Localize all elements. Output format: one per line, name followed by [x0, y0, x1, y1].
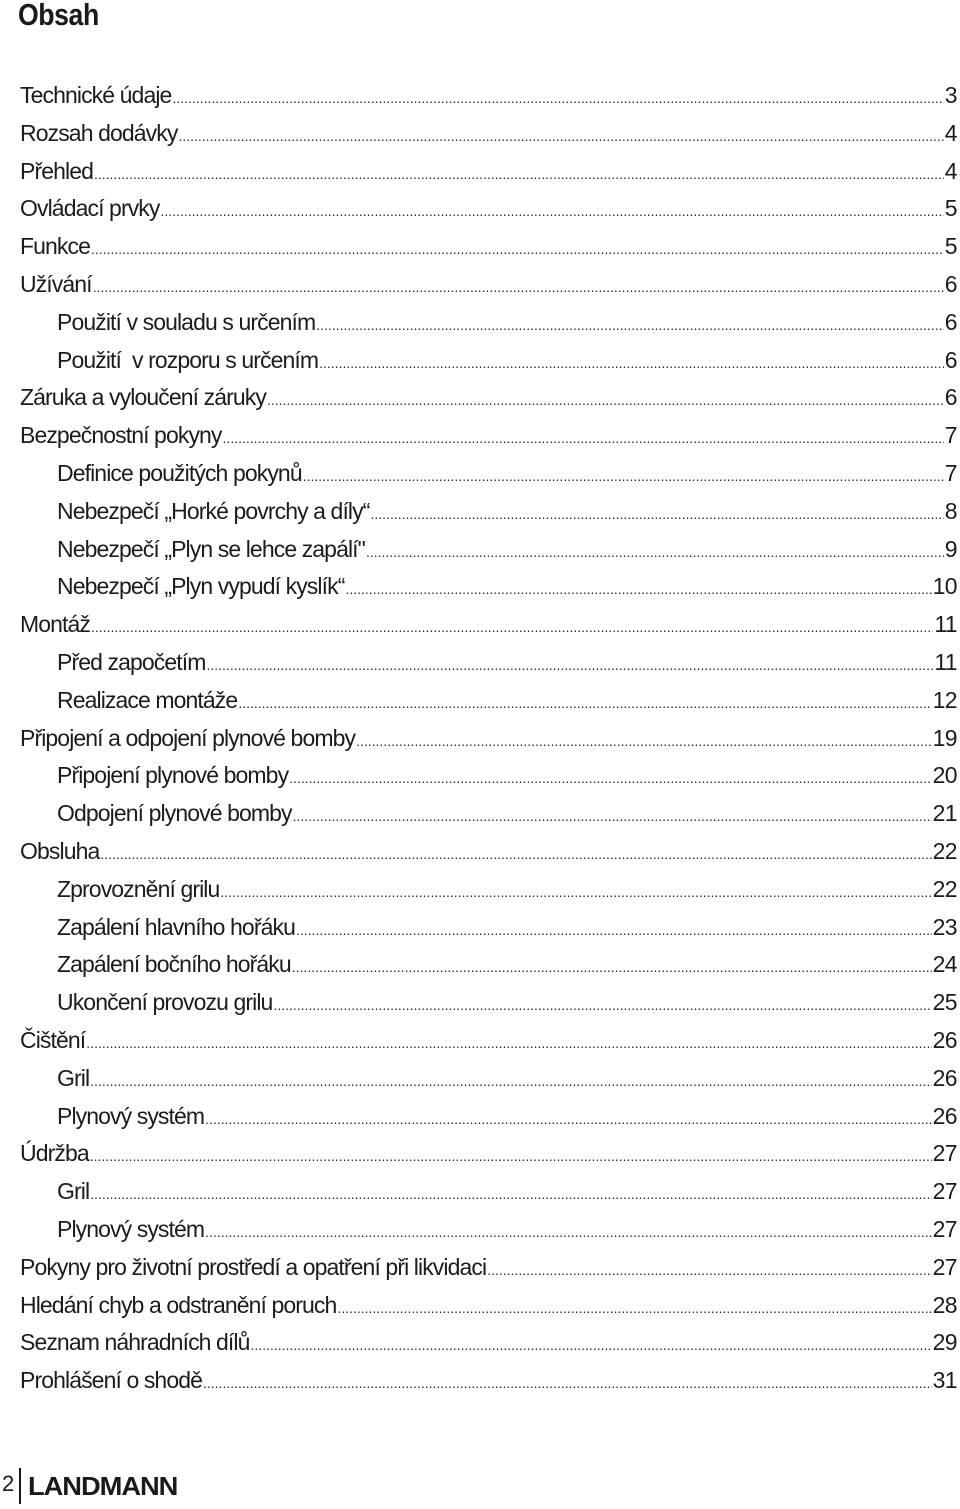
- toc-entry-page: 22: [932, 875, 957, 902]
- toc-subentry[interactable]: [20, 644, 957, 682]
- toc-leader-dots: [90, 1063, 931, 1101]
- toc-entry-page: 28: [932, 1291, 957, 1318]
- toc-entry-page: 31: [932, 1367, 957, 1394]
- toc-leader-dots: [251, 1327, 932, 1365]
- toc-entry[interactable]: [20, 720, 957, 758]
- toc-subentry[interactable]: [20, 871, 957, 909]
- toc-entry-label: Připojení a odpojení plynové bomby: [20, 724, 356, 751]
- footer-divider: [19, 1468, 21, 1504]
- toc-subentry[interactable]: [20, 984, 957, 1022]
- toc-entry-label: Montáž: [20, 611, 91, 638]
- toc-entry-label: Zapálení bočního hořáku: [57, 951, 291, 978]
- toc-leader-dots: [220, 874, 931, 912]
- toc-subentry[interactable]: [20, 1211, 957, 1249]
- toc-entry-page: 7: [944, 459, 957, 486]
- toc-entry-label: Ovládací prvky: [20, 195, 160, 222]
- toc-entry-page: 23: [932, 913, 957, 940]
- toc-leader-dots: [94, 156, 944, 194]
- toc-entry-page: 25: [932, 989, 957, 1016]
- toc-entry-label: Údržba: [20, 1140, 89, 1167]
- toc-entry-label: Zapálení hlavního hořáku: [57, 913, 295, 940]
- toc-entry-label: Plynový systém: [57, 1215, 205, 1242]
- toc-entry-label: Odpojení plynové bomby: [57, 800, 292, 827]
- toc-entry-page: 4: [944, 119, 957, 146]
- toc-entry-page: 11: [934, 611, 957, 638]
- toc-leader-dots: [356, 723, 932, 761]
- toc-entry-page: 8: [944, 497, 957, 524]
- table-of-contents: [20, 77, 957, 1400]
- toc-entry-page: 11: [934, 648, 957, 675]
- toc-entry-label: Ukončení provozu grilu: [57, 989, 273, 1016]
- toc-entry-page: 20: [932, 762, 957, 789]
- toc-entry-label: Záruka a vyloučení záruky: [20, 384, 266, 411]
- toc-entry[interactable]: [20, 1022, 957, 1060]
- toc-subentry[interactable]: [20, 1098, 957, 1136]
- toc-leader-dots: [86, 1025, 931, 1063]
- toc-entry-page: 12: [932, 686, 957, 713]
- toc-subentry[interactable]: [20, 946, 957, 984]
- toc-entry-label: Prohlášení o shodě: [20, 1367, 202, 1394]
- toc-entry-page: 27: [932, 1140, 957, 1167]
- page-number: 2: [2, 1471, 15, 1496]
- toc-leader-dots: [267, 382, 944, 420]
- toc-leader-dots: [91, 609, 933, 647]
- toc-entry-label: Nebezpečí „Plyn vypudí kyslík“: [57, 573, 345, 600]
- toc-subentry[interactable]: [20, 757, 957, 795]
- toc-leader-dots: [100, 836, 931, 874]
- toc-entry-page: 26: [932, 1064, 957, 1091]
- toc-entry[interactable]: [20, 833, 957, 871]
- toc-subentry[interactable]: [20, 304, 957, 342]
- toc-entry-label: Gril: [57, 1178, 90, 1205]
- toc-entry[interactable]: [20, 417, 957, 455]
- toc-entry-page: 22: [932, 837, 957, 864]
- toc-entry-label: Použití v souladu s určením: [57, 308, 316, 335]
- toc-entry-page: 3: [944, 82, 957, 108]
- toc-leader-dots: [90, 1176, 931, 1214]
- toc-leader-dots: [205, 1214, 931, 1252]
- toc-leader-dots: [292, 949, 932, 987]
- toc-entry[interactable]: [20, 1362, 957, 1400]
- toc-leader-dots: [223, 420, 944, 458]
- toc-entry-page: 6: [944, 308, 957, 335]
- toc-entry-page: 27: [932, 1178, 957, 1205]
- toc-entry-label: Bezpečnostní pokyny: [20, 422, 222, 449]
- toc-entry-page: 4: [944, 157, 957, 184]
- toc-entry[interactable]: [20, 379, 957, 417]
- toc-entry-label: Definice použitých pokynů: [57, 459, 302, 486]
- toc-leader-dots: [293, 798, 932, 836]
- toc-entry-label: Nebezpečí „Horké povrchy a díly“: [57, 497, 370, 524]
- toc-entry-label: Užívání: [20, 270, 92, 297]
- toc-entry-label: Nebezpečí „Plyn se lehce zapálí": [57, 535, 365, 562]
- toc-subentry[interactable]: [20, 493, 957, 531]
- toc-entry-label: Seznam náhradních dílů: [20, 1329, 250, 1356]
- toc-entry-page: 6: [944, 270, 957, 297]
- toc-entry[interactable]: [20, 266, 957, 304]
- toc-entry[interactable]: [20, 190, 957, 228]
- toc-entry[interactable]: [20, 606, 957, 644]
- toc-entry-label: Rozsah dodávky: [20, 119, 178, 146]
- toc-entry-page: 29: [932, 1329, 957, 1356]
- toc-leader-dots: [91, 231, 944, 269]
- toc-leader-dots: [319, 345, 944, 383]
- toc-subentry[interactable]: [20, 795, 957, 833]
- toc-entry[interactable]: [20, 77, 957, 115]
- toc-subentry[interactable]: [20, 909, 957, 947]
- toc-entry-label: Čištění: [20, 1026, 86, 1053]
- toc-entry-page: 10: [932, 573, 957, 600]
- toc-entry-page: 27: [932, 1253, 957, 1280]
- toc-leader-dots: [90, 1138, 932, 1176]
- toc-leader-dots: [316, 307, 944, 345]
- toc-entry-label: Použití v rozporu s určením: [57, 346, 319, 373]
- toc-entry[interactable]: [20, 1324, 957, 1362]
- toc-leader-dots: [161, 193, 944, 231]
- toc-entry-label: Přehled: [20, 157, 93, 184]
- toc-leader-dots: [93, 269, 944, 307]
- toc-entry-page: 21: [932, 800, 957, 827]
- toc-leader-dots: [206, 647, 933, 685]
- toc-leader-dots: [203, 1365, 932, 1403]
- toc-leader-dots: [289, 760, 931, 798]
- toc-leader-dots: [296, 912, 932, 950]
- toc-entry-page: 26: [932, 1102, 957, 1129]
- toc-entry-label: Obsluha: [20, 837, 100, 864]
- toc-leader-dots: [205, 1101, 931, 1139]
- toc-leader-dots: [366, 534, 944, 572]
- toc-entry[interactable]: [20, 1135, 957, 1173]
- toc-entry[interactable]: [20, 1249, 957, 1287]
- toc-entry-page: 19: [932, 724, 957, 751]
- toc-leader-dots: [273, 987, 931, 1025]
- toc-leader-dots: [172, 80, 943, 118]
- toc-entry-label: Funkce: [20, 233, 91, 260]
- toc-entry-page: 6: [944, 346, 957, 373]
- toc-entry[interactable]: [20, 115, 957, 153]
- toc-entry-page: 5: [944, 233, 957, 260]
- toc-entry-page: 9: [944, 535, 957, 562]
- toc-entry-label: Zprovoznění grilu: [57, 875, 220, 902]
- toc-entry-label: Plynový systém: [57, 1102, 205, 1129]
- toc-entry-label: Hledání chyb a odstranění poruch: [20, 1291, 337, 1318]
- toc-subentry[interactable]: [20, 531, 957, 569]
- landmann-logo: LANDMANN: [28, 1471, 178, 1501]
- toc-entry-page: 27: [932, 1215, 957, 1242]
- toc-entry-page: 24: [932, 951, 957, 978]
- toc-leader-dots: [487, 1252, 931, 1290]
- toc-subentry[interactable]: [20, 342, 957, 380]
- toc-subentry[interactable]: [20, 1060, 957, 1098]
- toc-subentry[interactable]: [20, 568, 957, 606]
- toc-leader-dots: [371, 496, 944, 534]
- toc-subentry[interactable]: [20, 455, 957, 493]
- toc-entry[interactable]: [20, 1287, 957, 1325]
- toc-entry-label: Před započetím: [57, 648, 206, 675]
- toc-leader-dots: [345, 571, 931, 609]
- toc-entry-page: 26: [932, 1026, 957, 1053]
- toc-entry-page: 6: [944, 384, 957, 411]
- toc-entry-label: Realizace montáže: [57, 686, 238, 713]
- toc-leader-dots: [337, 1290, 931, 1328]
- toc-entry[interactable]: [20, 153, 957, 191]
- toc-entry-label: Pokyny pro životní prostředí a opatření při likvidaci: [20, 1253, 487, 1280]
- toc-entry-page: 7: [944, 422, 957, 449]
- toc-subentry[interactable]: [20, 1173, 957, 1211]
- toc-entry-label: Technické údaje: [20, 82, 172, 108]
- toc-entry[interactable]: [20, 228, 957, 266]
- toc-leader-dots: [178, 118, 943, 156]
- toc-entry-label: Gril: [57, 1064, 90, 1091]
- toc-leader-dots: [303, 458, 944, 496]
- toc-subentry[interactable]: [20, 682, 957, 720]
- page-title: Obsah: [18, 0, 99, 32]
- toc-leader-dots: [238, 685, 931, 723]
- toc-entry-label: Připojení plynové bomby: [57, 762, 289, 789]
- toc-entry-page: 5: [944, 195, 957, 222]
